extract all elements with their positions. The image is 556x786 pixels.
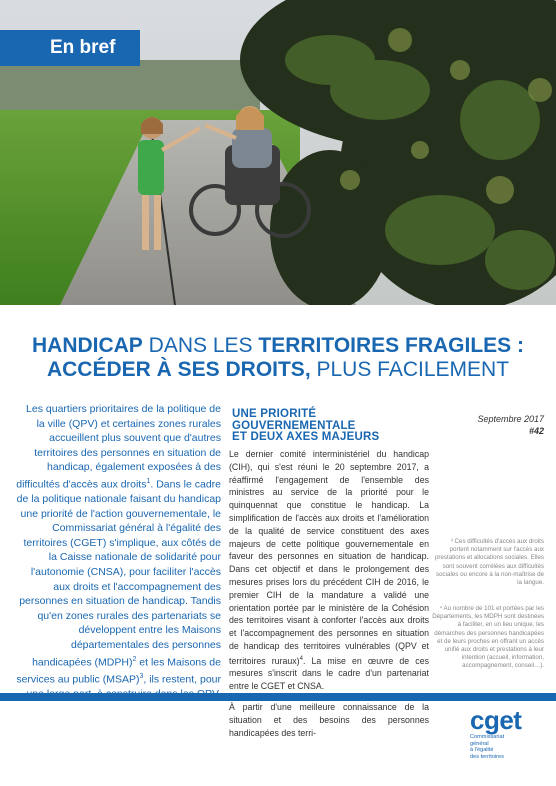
section-title-line-2: GOUVERNEMENTALE [232,419,356,432]
headline-line-1 [0,334,556,358]
section-title-line-3: ET DEUX AXES MAJEURS [232,431,380,443]
section-body [229,448,429,747]
issue-number: #42 [528,426,544,436]
intro-paragraph [16,402,221,701]
footnote-ref-1: 1 [146,477,151,485]
intro-text-1: Les quartiers prioritaires de la politique de la ville (QPV) et certaines zones rurales accueillent plus souvent que d'autres territoires des personnes en situation de handicap, également exposées à des difficultés d'accès aux droits [16,403,221,491]
intro-text-4: , ils restent, pour [143,673,221,686]
cget-logo [470,707,545,760]
publication-meta [477,413,544,437]
headline-connector: DANS LES [142,334,259,357]
footnote-ref-2: 2 [132,655,137,663]
publication-date: Septembre 2017 [477,414,544,424]
bottom-rule [0,693,556,701]
body-paragraph-1-text: Le dernier comité interministériel du handicap (CIH), qui s'est réuni le 20 septembre 2017, a réaffirmé l'engagement de l'ensemble des ministres au service de la priorité pour le quinquennat que constitue le handicap. La simplification de l'accès aux droits et l'amélioration de la qualité de service constituent des axes majeurs de cette politique gouvernementale en faveur des personnes en situation de handicap. Dans cet objectif et dans le prolongement des mesures prises lors du précédent CIH de 2016, le premier CIH de la mandature a validé une orientation portée par le ministère de la Cohésion des territoires visant à conforter l'accès aux droits et l'accompagnement des personnes en situation de handicap des territoires vulnérables (QPV et territoires ruraux) [229,449,429,666]
body-paragraph-1 [229,448,429,693]
section-title-line-1: UNE PRIORITÉ [232,408,317,420]
headline-word-handicap: HANDICAP [31,334,143,357]
logo-line-2: général [470,740,489,747]
body-paragraph-2: À partir d'une meilleure connaissance de la situation et des besoins des personnes handicapées des terri- [229,702,429,738]
logo-line-4: des territoires [470,753,504,760]
headline-territoires: TERRITOIRES FRAGILES : [258,334,525,357]
body-paragraph-1-end: . La mise en œuvre de ces mesures s'inscrit dans le cadre d'un partenariat entre le CGET et CNSA. [229,655,429,692]
footnote-ref-4: 4 [299,655,303,662]
logo-line-3: à l'égalité [470,747,494,754]
intro-text-2: . Dans le cadre de la politique nationale faisant du handicap une priorité de l'action gouvernementale, le Commissariat général à l'égalité des territoires (CGET) s'implique, aux côtés de la Caisse nationale de solidarité pour l'autonomie (CNSA), pour faciliter l'accès aux droits et l'accompagnement des personnes en situation de handicap. Tandis qu'en zones rurales des partenariats se développent entre les Maisons départementales des personnes handicapées (MDPH) [16,478,221,669]
footnote-ref-3: 3 [139,672,144,680]
headline-plus-facilement: PLUS FACILEMENT [310,358,510,381]
logo-wordmark: cget [470,705,522,735]
section-title [232,409,432,444]
section-badge: En bref [0,30,140,66]
logo-tagline [470,734,545,760]
footnote-4: ⁴ Au nombre de 101 et portées par les Départements, les MDPH sont destinées à faciliter, en un lieu unique, les démarches des personnes handicapées et de leurs proches en offrant un accès unifié aux droits et prestations à leur intention (accueil, information, accompagnement, conseil…). [432,605,544,670]
headline-line-2 [0,358,556,382]
headline-acceder: ACCÉDER À SES DROITS, [46,358,311,381]
intro-text-3: et les Maisons de services au public (MSAP) [16,656,221,686]
footnote-3: ³ Ces difficultés d'accès aux droits portent notamment sur l'accès aux prestations et allocations sociales. Elles sont souvent corrélées aux difficultés sociales ou encore à la non-maîtrise de la langue. [434,538,544,587]
logo-line-1: Commissariat [470,734,505,740]
